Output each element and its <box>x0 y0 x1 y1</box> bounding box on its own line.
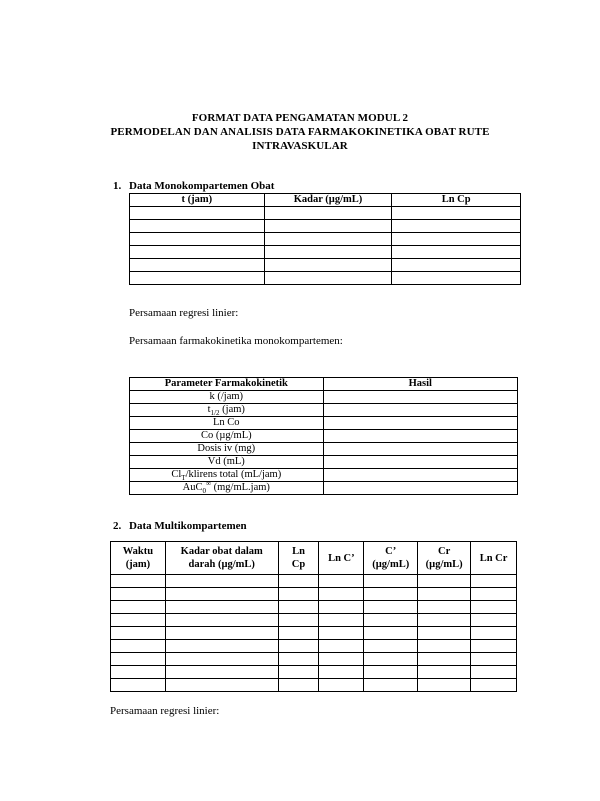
table-cell[interactable] <box>278 666 319 679</box>
table-cell[interactable] <box>165 575 278 588</box>
table-header-row <box>111 542 517 575</box>
table-cell[interactable] <box>392 220 521 233</box>
table-cell[interactable] <box>364 679 418 692</box>
table-cell[interactable] <box>278 601 319 614</box>
table-cell[interactable] <box>418 588 471 601</box>
table-row <box>130 417 518 430</box>
table-row <box>130 220 521 233</box>
table-cell[interactable] <box>471 588 517 601</box>
table-cell[interactable] <box>418 627 471 640</box>
table-cell[interactable] <box>418 640 471 653</box>
table-row <box>130 391 518 404</box>
column-header-hasil: Hasil <box>323 378 517 391</box>
result-cell[interactable] <box>323 469 517 482</box>
table-cell[interactable] <box>319 588 364 601</box>
table-cell[interactable] <box>278 679 319 692</box>
table-cell[interactable] <box>130 272 265 285</box>
table-row <box>111 653 517 666</box>
table-cell[interactable] <box>471 614 517 627</box>
column-header-ln-cp: Ln Cp <box>392 194 521 207</box>
table-cell[interactable] <box>392 207 521 220</box>
table-cell[interactable] <box>471 679 517 692</box>
table-cell[interactable] <box>364 627 418 640</box>
column-header-waktu: Waktu (jam) <box>111 542 166 575</box>
table-row <box>111 666 517 679</box>
param-vd: Vd (mL) <box>130 456 324 469</box>
table-row <box>130 233 521 246</box>
param-co: Co (µg/mL) <box>130 430 324 443</box>
column-header-ln-cr: Ln Cr <box>471 542 517 575</box>
table-row <box>111 640 517 653</box>
regresi-linier-label-1: Persamaan regresi linier: <box>129 307 239 319</box>
table-cell[interactable] <box>418 679 471 692</box>
table-cell[interactable] <box>471 653 517 666</box>
persamaan-farmakokinetika-label: Persamaan farmakokinetika monokompartemen: <box>129 335 343 347</box>
table-cell[interactable] <box>319 653 364 666</box>
table-row <box>130 456 518 469</box>
table-cell[interactable] <box>392 246 521 259</box>
section-1-number: 1. <box>113 180 122 192</box>
table-cell[interactable] <box>364 640 418 653</box>
table-cell[interactable] <box>364 614 418 627</box>
table-cell[interactable] <box>165 679 278 692</box>
table-cell[interactable] <box>392 272 521 285</box>
table-cell[interactable] <box>111 601 166 614</box>
column-header-parameter: Parameter Farmakokinetik <box>130 378 324 391</box>
table-cell[interactable] <box>264 259 392 272</box>
table-cell[interactable] <box>111 640 166 653</box>
table-cell[interactable] <box>364 588 418 601</box>
result-cell[interactable] <box>323 430 517 443</box>
param-ln-co: Ln Co <box>130 417 324 430</box>
parameter-table <box>129 377 518 495</box>
table-cell[interactable] <box>130 246 265 259</box>
table-cell[interactable] <box>111 575 166 588</box>
table-cell[interactable] <box>418 575 471 588</box>
table-cell[interactable] <box>264 272 392 285</box>
table-cell[interactable] <box>165 653 278 666</box>
doc-title-line-1: FORMAT DATA PENGAMATAN MODUL 2 <box>191 112 409 124</box>
table-cell[interactable] <box>111 653 166 666</box>
monokompartemen-table <box>129 193 521 285</box>
table-cell[interactable] <box>264 233 392 246</box>
table-cell[interactable] <box>364 601 418 614</box>
column-header-kadar: Kadar (µg/mL) <box>264 194 392 207</box>
table-cell[interactable] <box>319 627 364 640</box>
result-cell[interactable] <box>323 417 517 430</box>
table-cell[interactable] <box>364 666 418 679</box>
param-k: k (/jam) <box>130 391 324 404</box>
column-header-kadar-obat: Kadar obat dalam darah (µg/mL) <box>165 542 278 575</box>
table-cell[interactable] <box>364 575 418 588</box>
regresi-linier-label-2: Persamaan regresi linier: <box>110 705 220 717</box>
table-cell[interactable] <box>278 588 319 601</box>
table-cell[interactable] <box>165 614 278 627</box>
table-cell[interactable] <box>418 666 471 679</box>
result-cell[interactable] <box>323 404 517 417</box>
table-cell[interactable] <box>319 666 364 679</box>
table-row <box>130 430 518 443</box>
result-cell[interactable] <box>323 482 517 495</box>
column-header-c-prime: C’ (µg/mL) <box>364 542 418 575</box>
table-cell[interactable] <box>264 246 392 259</box>
doc-title-line-3: INTRAVASKULAR <box>252 140 348 152</box>
table-cell[interactable] <box>278 627 319 640</box>
table-row <box>130 259 521 272</box>
table-row <box>130 469 518 482</box>
param-cl-total: $Cl_T$/klirens total (mL/jam) <box>130 469 324 482</box>
table-cell[interactable] <box>471 640 517 653</box>
table-cell[interactable] <box>111 679 166 692</box>
result-cell[interactable] <box>323 391 517 404</box>
table-cell[interactable] <box>278 653 319 666</box>
table-header-row <box>130 378 518 391</box>
table-row <box>130 482 518 495</box>
table-cell[interactable] <box>319 640 364 653</box>
table-cell[interactable] <box>418 614 471 627</box>
table-row <box>130 272 521 285</box>
result-cell[interactable] <box>323 456 517 469</box>
table-cell[interactable] <box>264 207 392 220</box>
doc-title-line-2: PERMODELAN DAN ANALISIS DATA FARMAKOKINETIKA OBAT RUTE <box>110 126 490 138</box>
table-row <box>130 443 518 456</box>
table-cell[interactable] <box>165 640 278 653</box>
section-2-heading: Data Multikompartemen <box>129 520 247 532</box>
table-cell[interactable] <box>471 627 517 640</box>
table-cell[interactable] <box>278 640 319 653</box>
section-1-heading: Data Monokompartemen Obat <box>129 180 275 192</box>
table-cell[interactable] <box>319 601 364 614</box>
table-cell[interactable] <box>471 601 517 614</box>
table-cell[interactable] <box>130 259 265 272</box>
section-2-number: 2. <box>113 520 122 532</box>
table-row <box>130 404 518 417</box>
param-dosis-iv: Dosis iv (mg) <box>130 443 324 456</box>
table-row <box>111 627 517 640</box>
table-cell[interactable] <box>111 588 166 601</box>
table-cell[interactable] <box>165 627 278 640</box>
result-cell[interactable] <box>323 443 517 456</box>
table-cell[interactable] <box>111 614 166 627</box>
table-cell[interactable] <box>165 666 278 679</box>
param-auc: AuC$_0$∞ (mg/mL.jam) <box>130 482 324 495</box>
column-header-cr: Cr (µg/mL) <box>418 542 471 575</box>
table-row <box>111 575 517 588</box>
table-cell[interactable] <box>319 679 364 692</box>
column-header-ln-cp: Ln Cp <box>278 542 319 575</box>
table-cell[interactable] <box>111 627 166 640</box>
table-cell[interactable] <box>165 588 278 601</box>
table-row <box>111 601 517 614</box>
table-row <box>130 207 521 220</box>
table-cell[interactable] <box>418 653 471 666</box>
table-cell[interactable] <box>264 220 392 233</box>
table-header-row <box>130 194 521 207</box>
table-cell[interactable] <box>165 601 278 614</box>
table-cell[interactable] <box>278 575 319 588</box>
multikompartemen-table <box>110 541 517 692</box>
param-t-half: $t_{1/2}$ (jam) <box>130 404 324 417</box>
table-row <box>111 588 517 601</box>
column-header-ln-c-prime: Ln C’ <box>319 542 364 575</box>
table-cell[interactable] <box>364 653 418 666</box>
table-cell[interactable] <box>130 207 265 220</box>
table-cell[interactable] <box>418 601 471 614</box>
table-cell[interactable] <box>471 575 517 588</box>
column-header-t-jam: t (jam) <box>130 194 265 207</box>
table-cell[interactable] <box>130 220 265 233</box>
table-row <box>111 614 517 627</box>
table-cell[interactable] <box>111 666 166 679</box>
table-cell[interactable] <box>278 614 319 627</box>
table-cell[interactable] <box>392 233 521 246</box>
table-cell[interactable] <box>471 666 517 679</box>
table-cell[interactable] <box>319 614 364 627</box>
table-row <box>130 246 521 259</box>
table-cell[interactable] <box>319 575 364 588</box>
table-cell[interactable] <box>392 259 521 272</box>
table-cell[interactable] <box>130 233 265 246</box>
table-row <box>111 679 517 692</box>
